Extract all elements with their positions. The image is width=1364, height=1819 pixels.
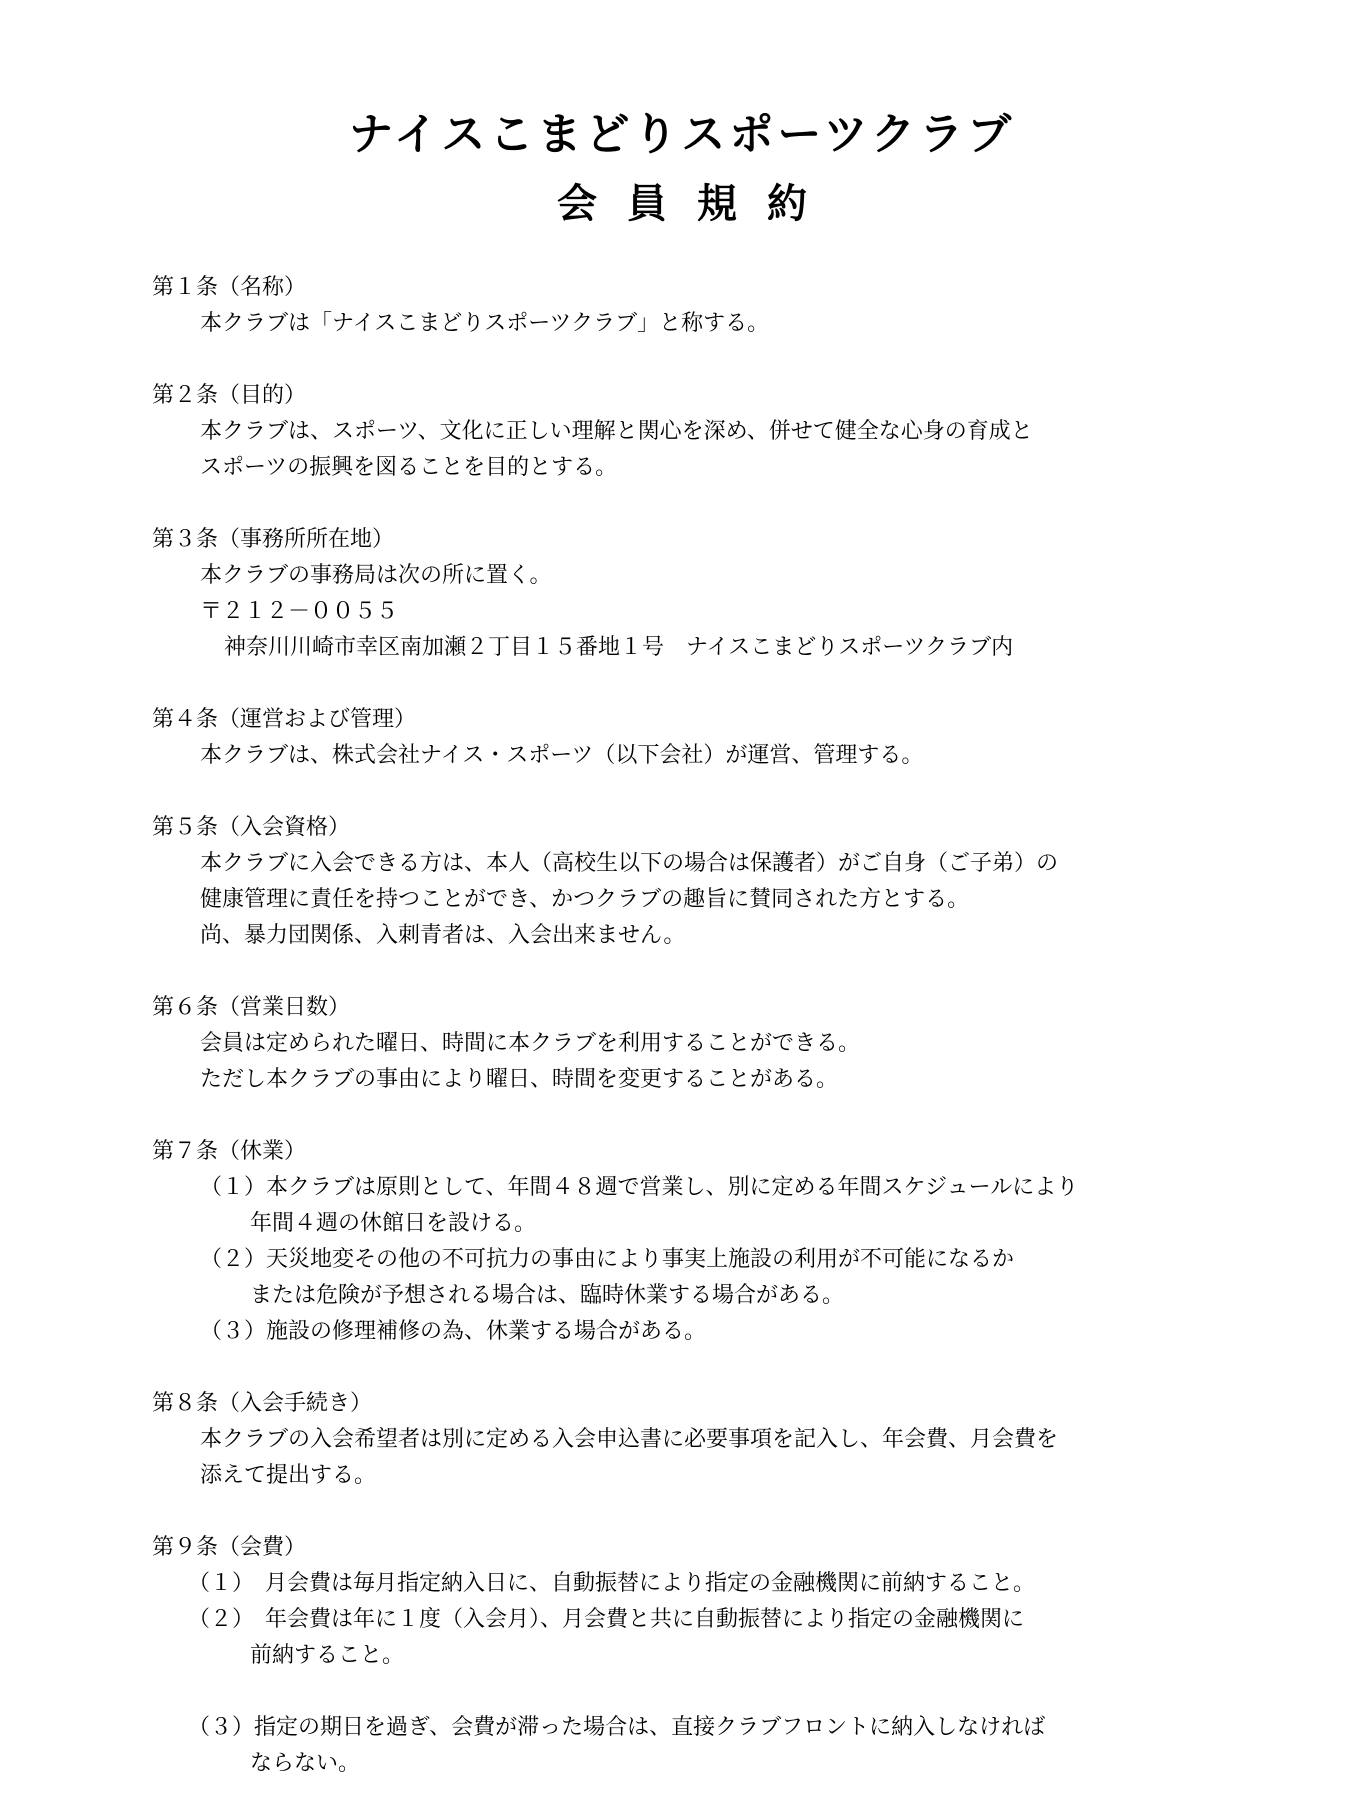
spacer — [152, 1674, 1212, 1710]
article-heading: 第３条（事務所所在地） — [152, 527, 395, 552]
article-6 — [152, 990, 1212, 1098]
article-heading: 第２条（目的） — [152, 383, 307, 408]
article-text: ただし本クラブの事由により曜日、時間を変更することがある。 — [200, 1067, 839, 1092]
article-item-continued: 年間４週の休館日を設ける。 — [250, 1211, 537, 1236]
article-text: 尚、暴力団関係、入刺青者は、入会出来ません。 — [200, 923, 686, 948]
article-item: （３）施設の修理補修の為、休業する場合がある。 — [200, 1319, 707, 1344]
document-subtitle: 会員規約 — [557, 181, 837, 227]
article-item-continued: または危険が予想される場合は、臨時休業する場合がある。 — [250, 1283, 845, 1308]
article-heading: 第１条（名称） — [152, 275, 307, 300]
article-text: 本クラブは「ナイスこまどりスポーツクラブ」と称する。 — [200, 311, 770, 336]
article-5 — [152, 810, 1212, 954]
article-item: （２） 年会費は年に１度（入会月）、月会費と共に自動振替により指定の金融機関に — [188, 1607, 1025, 1632]
article-item: （１）本クラブは原則として、年間４８週で営業し、別に定める年間スケジュールにより — [200, 1175, 1079, 1200]
article-text: 本クラブは、スポーツ、文化に正しい理解と関心を深め、併せて健全な心身の育成と — [200, 419, 1033, 444]
article-heading: 第６条（営業日数） — [152, 995, 351, 1020]
postal-code: 〒２１２－００５５ — [200, 599, 399, 624]
article-text: 会員は定められた曜日、時間に本クラブを利用することができる。 — [200, 1031, 861, 1056]
article-item: （２）天災地変その他の不可抗力の事由により事実上施設の利用が不可能になるか — [200, 1247, 1015, 1272]
article-text: 本クラブの事務局は次の所に置く。 — [200, 563, 552, 588]
article-9 — [152, 1530, 1212, 1782]
article-1 — [152, 270, 1212, 342]
article-text: スポーツの振興を図ることを目的とする。 — [200, 455, 618, 480]
article-8 — [152, 1386, 1212, 1494]
article-item-continued: ならない。 — [250, 1751, 361, 1776]
article-heading: 第７条（休業） — [152, 1139, 307, 1164]
address: 神奈川川崎市幸区南加瀬２丁目１５番地１号 ナイスこまどりスポーツクラブ内 — [224, 635, 1014, 660]
article-text: 本クラブの入会希望者は別に定める入会申込書に必要事項を記入し、年会費、月会費を — [200, 1427, 1059, 1452]
article-3 — [152, 522, 1212, 666]
document-title: ナイスこまどりスポーツクラブ — [348, 109, 1016, 160]
article-heading: 第８条（入会手続き） — [152, 1391, 373, 1416]
article-text: 添えて提出する。 — [200, 1463, 377, 1488]
article-item: （３）指定の期日を過ぎ、会費が滞った場合は、直接クラブフロントに納入しなければ — [188, 1715, 1046, 1740]
article-heading: 第４条（運営および管理） — [152, 707, 417, 732]
article-item-continued: 前納すること。 — [250, 1643, 405, 1668]
article-text: 本クラブは、株式会社ナイス・スポーツ（以下会社）が運営、管理する。 — [200, 743, 924, 768]
article-7 — [152, 1134, 1212, 1350]
article-heading: 第５条（入会資格） — [152, 815, 351, 840]
article-2 — [152, 378, 1212, 486]
article-4 — [152, 702, 1212, 774]
article-text: 健康管理に責任を持つことができ、かつクラブの趣旨に賛同された方とする。 — [200, 887, 970, 912]
article-heading: 第９条（会費） — [152, 1535, 307, 1560]
article-item: （１） 月会費は毎月指定納入日に、自動振替により指定の金融機関に前納すること。 — [188, 1571, 1036, 1596]
article-text: 本クラブに入会できる方は、本人（高校生以下の場合は保護者）がご自身（ご子弟）の — [200, 851, 1059, 876]
